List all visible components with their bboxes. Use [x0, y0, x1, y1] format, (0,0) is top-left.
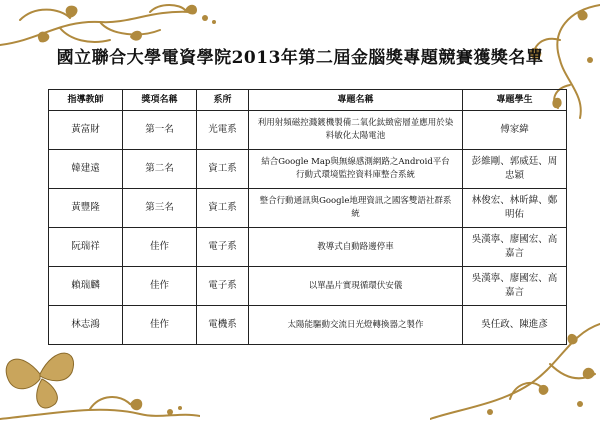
column-header-award: 獎項名稱 — [123, 90, 197, 111]
students-cell: 傅家緯 — [463, 111, 567, 150]
teacher-cell: 韓建遠 — [49, 150, 123, 189]
award-cell: 第一名 — [123, 111, 197, 150]
page-title: 國立聯合大學電資學院2013年第二屆金腦獎專題競賽獲獎名單 — [56, 48, 544, 68]
students-cell: 吳任政、陳進彥 — [463, 306, 567, 345]
table-row — [49, 228, 567, 267]
award-cell: 佳作 — [123, 267, 197, 306]
dept-cell: 電機系 — [197, 306, 249, 345]
students-cell: 吳漢寧、廖國宏、高嘉言 — [463, 228, 567, 267]
table-row — [49, 267, 567, 306]
dept-cell: 電子系 — [197, 267, 249, 306]
award-cell: 佳作 — [123, 306, 197, 345]
dept-cell: 電子系 — [197, 228, 249, 267]
column-header-dept: 系所 — [197, 90, 249, 111]
award-cell: 佳作 — [123, 228, 197, 267]
topic-cell: 結合Google Map與無線感測網路之Android平台行動式環境監控資料庫整合系統 — [249, 150, 463, 189]
column-header-teacher: 指導教師 — [49, 90, 123, 111]
dept-cell: 資工系 — [197, 189, 249, 228]
topic-cell: 利用射頻磁控濺鍍機製備二氧化鈦緻密層並應用於染料敏化太陽電池 — [249, 111, 463, 150]
teacher-cell: 阮瑞祥 — [49, 228, 123, 267]
topic-cell: 以單晶片實現循環伏安儀 — [249, 267, 463, 306]
students-cell: 林俊宏、林昕緯、鄭明佑 — [463, 189, 567, 228]
table-row — [49, 111, 567, 150]
table-row — [49, 306, 567, 345]
teacher-cell: 林志鴻 — [49, 306, 123, 345]
column-header-students: 專題學生 — [463, 90, 567, 111]
topic-cell: 教導式自動路邊停車 — [249, 228, 463, 267]
dept-cell: 資工系 — [197, 150, 249, 189]
award-cell: 第二名 — [123, 150, 197, 189]
table-row — [49, 189, 567, 228]
students-cell: 彭維剛、郭威廷、周忠穎 — [463, 150, 567, 189]
awards-table — [48, 89, 567, 345]
table-row — [49, 150, 567, 189]
topic-cell: 太陽能驅動交流日光燈轉換器之製作 — [249, 306, 463, 345]
students-cell: 吳漢寧、廖國宏、高嘉言 — [463, 267, 567, 306]
table-header-row — [49, 90, 567, 111]
dept-cell: 光電系 — [197, 111, 249, 150]
topic-cell: 整合行動通訊與Google地理資訊之國客雙語社群系統 — [249, 189, 463, 228]
teacher-cell: 黃豐隆 — [49, 189, 123, 228]
column-header-topic: 專題名稱 — [249, 90, 463, 111]
award-cell: 第三名 — [123, 189, 197, 228]
teacher-cell: 賴瑞麟 — [49, 267, 123, 306]
teacher-cell: 黃富財 — [49, 111, 123, 150]
